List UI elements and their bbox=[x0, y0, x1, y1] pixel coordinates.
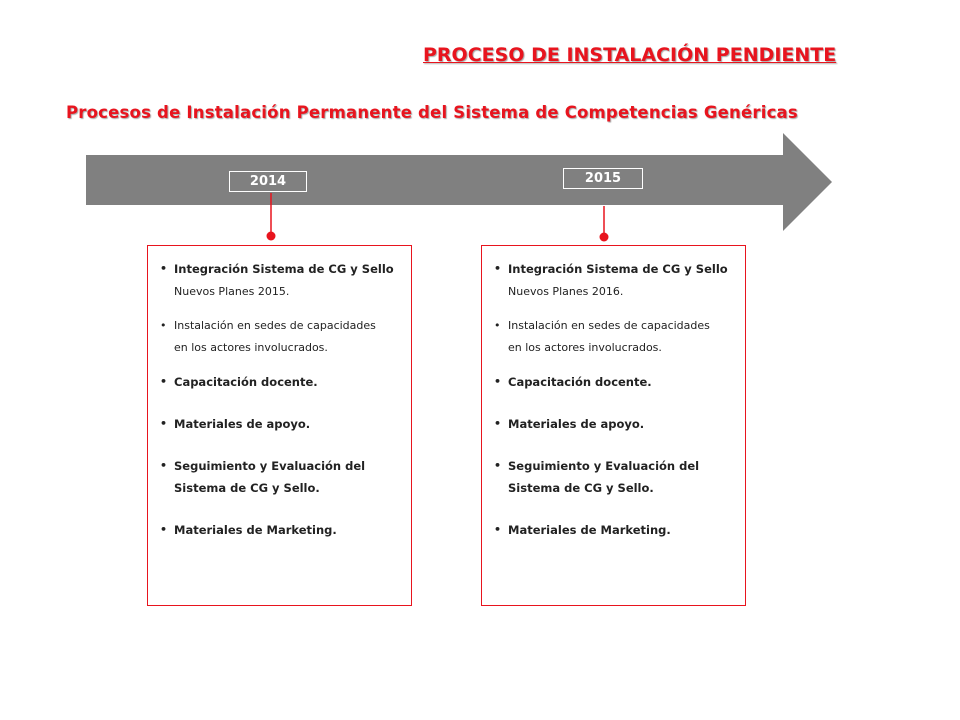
list-item: • Capacitación docente. bbox=[494, 375, 652, 389]
page-subtitle: Procesos de Instalación Permanente del Sistema de Competencias Genéricas bbox=[66, 103, 798, 122]
list-item: • Materiales de Marketing. bbox=[160, 523, 337, 537]
list-item: • Seguimiento y Evaluación del Sistema de CG y Sello. bbox=[160, 459, 366, 495]
year-label-2015: 2015 bbox=[563, 168, 643, 189]
list-item: • Capacitación docente. bbox=[160, 375, 318, 389]
list-item: • Instalación en sedes de capacidades en los actores involucrados. bbox=[494, 319, 710, 354]
connector-2015 bbox=[597, 206, 611, 245]
connector-dot-2015 bbox=[600, 233, 609, 242]
connector-dot-2014 bbox=[267, 232, 276, 241]
list-item: • Materiales de apoyo. bbox=[494, 417, 645, 431]
list-item: • Seguimiento y Evaluación del Sistema de CG y Sello. bbox=[494, 459, 700, 495]
page-title: PROCESO DE INSTALACIÓN PENDIENTE bbox=[423, 44, 837, 66]
list-item: • Integración Sistema de CG y Sello Nuevos Planes 2015. bbox=[160, 262, 394, 298]
connector-2014 bbox=[264, 193, 278, 245]
task-card-2015 bbox=[481, 245, 746, 606]
task-card-2014 bbox=[147, 245, 412, 606]
timeline-arrow bbox=[86, 133, 832, 231]
timeline-arrow-shape bbox=[86, 133, 832, 231]
year-label-2014: 2014 bbox=[229, 171, 307, 192]
list-item: • Integración Sistema de CG y Sello Nuevos Planes 2016. bbox=[494, 262, 728, 298]
list-item: • Materiales de apoyo. bbox=[160, 417, 311, 431]
list-item: • Instalación en sedes de capacidades en los actores involucrados. bbox=[160, 319, 376, 354]
task-list-2015 bbox=[492, 258, 735, 541]
list-item: • Materiales de Marketing. bbox=[494, 523, 671, 537]
task-list-2014 bbox=[158, 258, 401, 541]
